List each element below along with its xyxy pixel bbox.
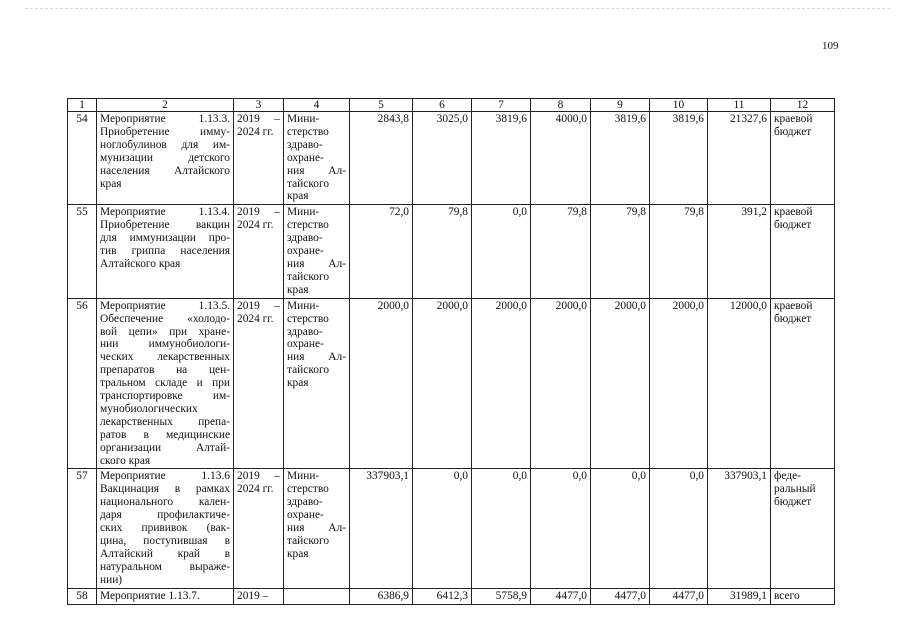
executor-line: края — [287, 377, 309, 390]
executor-line: охране- — [287, 151, 324, 164]
term-line: 2019 – — [237, 299, 280, 312]
measure-name-line: мунобиологических — [100, 402, 198, 415]
term-line: 2024 гг. — [237, 312, 274, 325]
value-2024: 3819,6 — [650, 112, 708, 205]
measure-name-line: препаратов на цен- — [100, 364, 230, 377]
executor-line: стерство — [287, 125, 329, 138]
measure-name-line: национального кален- — [100, 496, 230, 509]
executor-line: охране- — [287, 245, 324, 258]
measure-name-line: организации Алтай- — [100, 441, 230, 454]
executor — [284, 205, 350, 298]
measure-name-line: вой цепи» при хране- — [100, 325, 230, 338]
value-2022: 4000,0 — [531, 112, 591, 205]
term-line: 2024 гг. — [237, 125, 274, 138]
measure-name-line: Алтайский край в — [100, 547, 230, 560]
executor-line: Мини- — [287, 206, 320, 219]
value-2020: 0,0 — [413, 469, 472, 588]
funding-source — [771, 588, 835, 604]
executor-line: ния Ал- — [287, 522, 346, 535]
funding-source-line: краевой — [774, 299, 813, 312]
col-header: 3 — [234, 99, 284, 112]
funding-source-line: ральный — [774, 483, 816, 496]
executor-line: Мини- — [287, 299, 320, 312]
funding-source — [771, 469, 835, 588]
measure-name-line: Мероприятие 1.13.6 — [100, 470, 230, 483]
value-2021: 0,0 — [472, 205, 531, 298]
value-2019: 2000,0 — [350, 298, 413, 469]
value-2019: 337903,1 — [350, 469, 413, 588]
value-2024: 2000,0 — [650, 298, 708, 469]
term-line: 2024 гг. — [237, 483, 274, 496]
col-header: 11 — [708, 99, 771, 112]
funding-source-line: феде- — [774, 470, 801, 483]
measure-name-line: ческих лекарственных — [100, 351, 230, 364]
col-header: 12 — [771, 99, 835, 112]
executor — [284, 588, 350, 604]
table-row — [68, 588, 835, 604]
executor-line: стерство — [287, 312, 329, 325]
measure-name-line: ского края — [100, 454, 151, 467]
executor-line: здраво- — [287, 325, 323, 338]
funding-source-line: краевой — [774, 206, 813, 219]
measure-name-line: тральном складе и при — [100, 377, 230, 390]
value-2019: 2843,8 — [350, 112, 413, 205]
col-header: 4 — [284, 99, 350, 112]
value-2020: 3025,0 — [413, 112, 472, 205]
measure-name — [97, 298, 234, 469]
executor-line: охране- — [287, 509, 324, 522]
table-row — [68, 205, 835, 298]
measure-name-line: Обеспечение «холодо- — [100, 312, 230, 325]
executor-line: тайского — [287, 364, 330, 377]
row-number: 56 — [68, 298, 97, 469]
funding-source-line: бюджет — [774, 496, 812, 509]
value-2024: 79,8 — [650, 205, 708, 298]
funding-source-line: бюджет — [774, 125, 812, 138]
measure-name-line: цина, поступившая в — [100, 535, 230, 547]
header-row — [68, 99, 835, 112]
value-2019: 6386,9 — [350, 588, 413, 604]
executor-line: охране- — [287, 338, 324, 351]
col-header: 8 — [531, 99, 591, 112]
value-total: 31989,1 — [708, 588, 771, 604]
executor-line: здраво- — [287, 496, 323, 509]
value-2021: 5758,9 — [472, 588, 531, 604]
col-header: 9 — [591, 99, 650, 112]
value-2024: 4477,0 — [650, 588, 708, 604]
value-total: 337903,1 — [708, 469, 771, 588]
measure-name-line: Мероприятие 1.13.5. — [100, 299, 230, 312]
measure-name-line: тив гриппа населения — [100, 245, 230, 258]
measure-name-line: Приобретение вакцин — [100, 219, 230, 232]
program-measures-table — [67, 98, 835, 605]
measure-name-line: Мероприятие 1.13.3. — [100, 113, 230, 125]
term — [234, 205, 284, 298]
executor-line: Мини- — [287, 470, 320, 483]
term — [234, 588, 284, 604]
measure-name-line: нии) — [100, 573, 123, 586]
executor — [284, 298, 350, 469]
measure-name-line: даря профилактиче- — [100, 509, 230, 522]
executor-line: края — [287, 283, 309, 296]
funding-source — [771, 112, 835, 205]
funding-source-line: краевой — [774, 113, 813, 125]
value-2023: 2000,0 — [591, 298, 650, 469]
measure-name-line: ноглобулинов для им- — [100, 138, 230, 151]
executor-line: здраво- — [287, 232, 323, 245]
row-number: 55 — [68, 205, 97, 298]
value-2021: 3819,6 — [472, 112, 531, 205]
col-header: 1 — [68, 99, 97, 112]
row-number: 58 — [68, 588, 97, 604]
measure-name-line: ратов в медицинские — [100, 428, 230, 441]
value-total: 12000,0 — [708, 298, 771, 469]
value-2023: 0,0 — [591, 469, 650, 588]
col-header: 10 — [650, 99, 708, 112]
value-total: 21327,6 — [708, 112, 771, 205]
value-2020: 79,8 — [413, 205, 472, 298]
col-header: 5 — [350, 99, 413, 112]
measure-name — [97, 469, 234, 588]
executor-line: Мини- — [287, 113, 320, 125]
term-line: 2019 – — [237, 470, 280, 483]
measure-name-line: Мероприятие 1.13.7. — [100, 589, 200, 602]
col-header: 2 — [97, 99, 234, 112]
executor-line: тайского — [287, 535, 330, 547]
value-2019: 72,0 — [350, 205, 413, 298]
executor-line: тайского — [287, 177, 330, 190]
value-total: 391,2 — [708, 205, 771, 298]
measure-name-line: Мероприятие 1.13.4. — [100, 206, 230, 219]
measure-name — [97, 588, 234, 604]
value-2021: 0,0 — [472, 469, 531, 588]
term — [234, 112, 284, 205]
funding-source-line: всего — [774, 589, 800, 602]
value-2022: 0,0 — [531, 469, 591, 588]
value-2023: 79,8 — [591, 205, 650, 298]
scan-artifact-line — [25, 8, 890, 9]
executor — [284, 112, 350, 205]
term — [234, 469, 284, 588]
value-2024: 0,0 — [650, 469, 708, 588]
executor-line: ния Ал- — [287, 257, 346, 270]
funding-source — [771, 205, 835, 298]
measure-name-line: ских прививок (вак- — [100, 522, 230, 535]
executor-line: стерство — [287, 219, 329, 232]
executor-line: ния Ал- — [287, 351, 346, 364]
term — [234, 298, 284, 469]
term-line: 2019 – — [237, 589, 269, 602]
measure-name — [97, 205, 234, 298]
executor-line: края — [287, 547, 309, 560]
row-number: 54 — [68, 112, 97, 205]
value-2023: 3819,6 — [591, 112, 650, 205]
col-header: 6 — [413, 99, 472, 112]
funding-source-line: бюджет — [774, 219, 812, 232]
measure-name-line: края — [100, 177, 122, 190]
term-line: 2024 гг. — [237, 219, 274, 232]
value-2022: 2000,0 — [531, 298, 591, 469]
executor-line: здраво- — [287, 138, 323, 151]
value-2022: 79,8 — [531, 205, 591, 298]
row-number: 57 — [68, 469, 97, 588]
measure-name-line: натуральном выраже- — [100, 560, 230, 573]
measure-name-line: мунизации детского — [100, 151, 230, 164]
table-row — [68, 469, 835, 588]
funding-source-line: бюджет — [774, 312, 812, 325]
executor-line: ния Ал- — [287, 164, 346, 177]
measure-name-line: Приобретение иммy- — [100, 125, 230, 138]
measure-name-line: для иммунизации про- — [100, 232, 230, 245]
measure-name-line: Алтайского края — [100, 257, 181, 270]
executor — [284, 469, 350, 588]
measure-name-line: нии иммунобиологи- — [100, 338, 230, 351]
funding-source — [771, 298, 835, 469]
value-2023: 4477,0 — [591, 588, 650, 604]
value-2021: 2000,0 — [472, 298, 531, 469]
executor-line: стерство — [287, 483, 329, 496]
page-number: 109 — [822, 40, 839, 52]
executor-line: края — [287, 190, 309, 203]
value-2020: 6412,3 — [413, 588, 472, 604]
value-2020: 2000,0 — [413, 298, 472, 469]
table-row — [68, 298, 835, 469]
measure-name — [97, 112, 234, 205]
measure-name-line: Вакцинация в рамках — [100, 483, 230, 496]
value-2022: 4477,0 — [531, 588, 591, 604]
executor-line: тайского — [287, 270, 330, 283]
table-row — [68, 112, 835, 205]
measure-name-line: лекарственных препа- — [100, 415, 230, 428]
col-header: 7 — [472, 99, 531, 112]
term-line: 2019 – — [237, 206, 280, 219]
term-line: 2019 – — [237, 113, 280, 125]
measure-name-line: населения Алтайского — [100, 164, 230, 177]
measure-name-line: транспортировке им- — [100, 390, 230, 403]
